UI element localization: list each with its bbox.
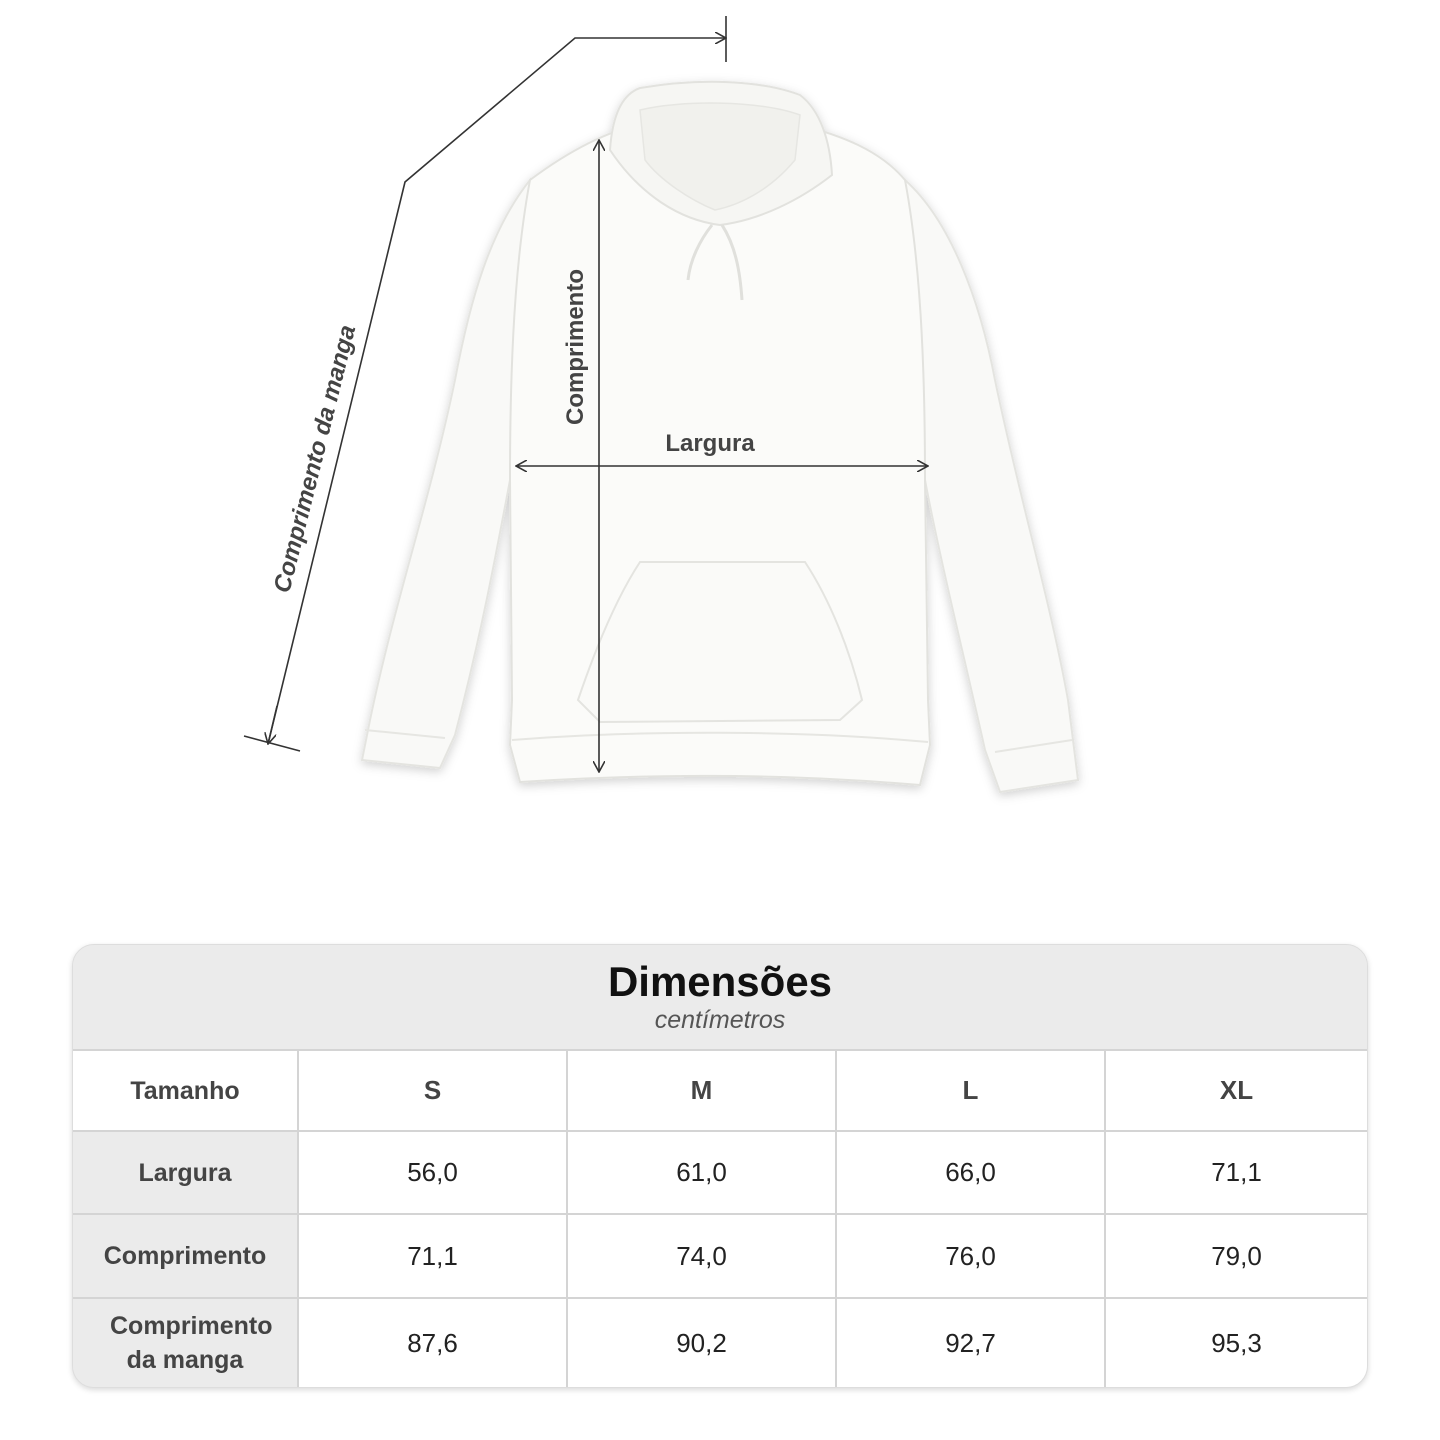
row-label-width: Largura xyxy=(73,1131,298,1214)
table-row-sleeve-length xyxy=(73,1298,1367,1387)
table-row-width xyxy=(73,1131,1367,1214)
table-cell: 76,0 xyxy=(836,1214,1105,1298)
table-header xyxy=(73,945,1367,1051)
width-label: Largura xyxy=(665,430,755,457)
table-cell: 66,0 xyxy=(836,1131,1105,1214)
table-cell: 56,0 xyxy=(298,1131,567,1214)
size-xl: XL xyxy=(1105,1051,1367,1131)
table-row-length xyxy=(73,1214,1367,1298)
row-label-sleeve-length-text: Comprimento da manga xyxy=(110,1312,273,1374)
size-l: L xyxy=(836,1051,1105,1131)
sleeve-length-label: Comprimento da manga xyxy=(268,322,362,596)
size-header-row xyxy=(73,1051,1367,1131)
size-chart-table xyxy=(72,944,1368,1388)
size-grid xyxy=(73,1051,1367,1387)
table-title: Dimensões xyxy=(607,958,833,1005)
table-cell: 74,0 xyxy=(567,1214,836,1298)
table-cell: 92,7 xyxy=(836,1298,1105,1387)
table-cell: 90,2 xyxy=(567,1298,836,1387)
table-cell: 95,3 xyxy=(1105,1298,1367,1387)
length-label: Comprimento xyxy=(562,269,589,425)
table-subtitle: centímetros xyxy=(654,1006,786,1034)
table-cell: 87,6 xyxy=(298,1298,567,1387)
row-label-length: Comprimento xyxy=(73,1214,298,1298)
size-header-label: Tamanho xyxy=(73,1051,298,1131)
row-label-sleeve-length xyxy=(73,1298,298,1387)
table-cell: 71,1 xyxy=(298,1214,567,1298)
table-cell: 71,1 xyxy=(1105,1131,1367,1214)
table-cell: 79,0 xyxy=(1105,1214,1367,1298)
table-cell: 61,0 xyxy=(567,1131,836,1214)
size-m: M xyxy=(567,1051,836,1131)
size-s: S xyxy=(298,1051,567,1131)
